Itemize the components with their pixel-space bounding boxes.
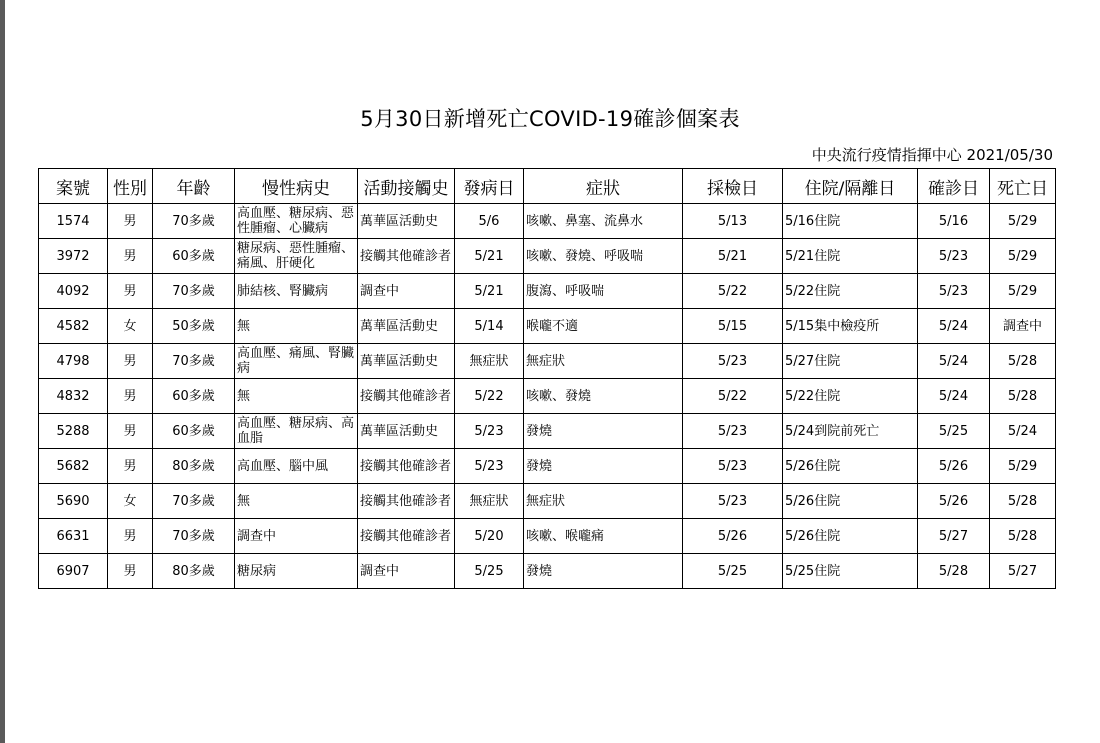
cell-death-date: 5/24 xyxy=(990,414,1056,449)
cell-age: 70多歲 xyxy=(153,484,235,519)
cell-death-date: 5/28 xyxy=(990,519,1056,554)
cell-age: 70多歲 xyxy=(153,274,235,309)
cell-confirmed-date: 5/24 xyxy=(918,379,990,414)
cell-sex: 女 xyxy=(108,484,153,519)
cell-death-date: 5/28 xyxy=(990,484,1056,519)
cell-chronic-history: 無 xyxy=(235,309,358,344)
table-row xyxy=(39,309,1056,344)
cell-symptoms: 咳嗽、發燒、呼吸喘 xyxy=(524,239,683,274)
table-row xyxy=(39,344,1056,379)
cell-onset-date: 5/21 xyxy=(455,239,524,274)
cell-death-date: 5/28 xyxy=(990,379,1056,414)
cell-case-no: 5690 xyxy=(39,484,108,519)
table-row xyxy=(39,484,1056,519)
table-row xyxy=(39,379,1056,414)
cell-hospitalization-date: 5/26住院 xyxy=(783,449,918,484)
cell-activity-contact: 萬華區活動史 xyxy=(358,344,455,379)
cell-age: 80多歲 xyxy=(153,554,235,589)
cell-sampling-date: 5/23 xyxy=(683,449,783,484)
cell-symptoms: 咳嗽、發燒 xyxy=(524,379,683,414)
table-row xyxy=(39,204,1056,239)
cell-sex: 男 xyxy=(108,449,153,484)
header-chronic-history: 慢性病史 xyxy=(235,169,358,204)
cell-confirmed-date: 5/27 xyxy=(918,519,990,554)
cell-symptoms: 發燒 xyxy=(524,414,683,449)
cell-chronic-history: 糖尿病 xyxy=(235,554,358,589)
cell-onset-date: 5/23 xyxy=(455,449,524,484)
cell-onset-date: 5/23 xyxy=(455,414,524,449)
cell-age: 60多歲 xyxy=(153,414,235,449)
cell-confirmed-date: 5/16 xyxy=(918,204,990,239)
cell-chronic-history: 肺結核、腎臟病 xyxy=(235,274,358,309)
cell-symptoms: 無症狀 xyxy=(524,344,683,379)
cell-activity-contact: 萬華區活動史 xyxy=(358,309,455,344)
cell-sampling-date: 5/23 xyxy=(683,344,783,379)
cell-age: 50多歲 xyxy=(153,309,235,344)
cell-sex: 女 xyxy=(108,309,153,344)
cell-symptoms: 腹瀉、呼吸喘 xyxy=(524,274,683,309)
cell-age: 70多歲 xyxy=(153,204,235,239)
header-sampling-date: 採檢日 xyxy=(683,169,783,204)
cell-activity-contact: 接觸其他確診者 xyxy=(358,519,455,554)
cell-chronic-history: 無 xyxy=(235,484,358,519)
cell-age: 60多歲 xyxy=(153,239,235,274)
cell-activity-contact: 接觸其他確診者 xyxy=(358,449,455,484)
cell-sampling-date: 5/21 xyxy=(683,239,783,274)
header-onset-date: 發病日 xyxy=(455,169,524,204)
cell-confirmed-date: 5/23 xyxy=(918,239,990,274)
cell-hospitalization-date: 5/27住院 xyxy=(783,344,918,379)
cell-case-no: 5288 xyxy=(39,414,108,449)
cell-sampling-date: 5/15 xyxy=(683,309,783,344)
cell-confirmed-date: 5/25 xyxy=(918,414,990,449)
table-row xyxy=(39,414,1056,449)
cell-onset-date: 5/6 xyxy=(455,204,524,239)
cell-symptoms: 無症狀 xyxy=(524,484,683,519)
table-row xyxy=(39,239,1056,274)
cell-symptoms: 咳嗽、喉嚨痛 xyxy=(524,519,683,554)
cell-age: 80多歲 xyxy=(153,449,235,484)
cell-activity-contact: 調查中 xyxy=(358,554,455,589)
cell-sex: 男 xyxy=(108,379,153,414)
cell-onset-date: 5/22 xyxy=(455,379,524,414)
cell-chronic-history: 高血壓、痛風、腎臟病 xyxy=(235,344,358,379)
cell-chronic-history: 高血壓、糖尿病、惡性腫瘤、心臟病 xyxy=(235,204,358,239)
cell-sampling-date: 5/22 xyxy=(683,379,783,414)
cell-death-date: 5/29 xyxy=(990,239,1056,274)
cell-symptoms: 發燒 xyxy=(524,449,683,484)
cell-sex: 男 xyxy=(108,204,153,239)
cell-sampling-date: 5/23 xyxy=(683,414,783,449)
cell-case-no: 5682 xyxy=(39,449,108,484)
cell-onset-date: 5/14 xyxy=(455,309,524,344)
table-row xyxy=(39,554,1056,589)
cell-chronic-history: 調查中 xyxy=(235,519,358,554)
cell-sampling-date: 5/13 xyxy=(683,204,783,239)
cell-onset-date: 無症狀 xyxy=(455,344,524,379)
cell-case-no: 4582 xyxy=(39,309,108,344)
cell-sex: 男 xyxy=(108,519,153,554)
cell-hospitalization-date: 5/25住院 xyxy=(783,554,918,589)
cell-confirmed-date: 5/23 xyxy=(918,274,990,309)
table-row xyxy=(39,519,1056,554)
cell-sex: 男 xyxy=(108,554,153,589)
cell-chronic-history: 高血壓、糖尿病、高血脂 xyxy=(235,414,358,449)
cell-hospitalization-date: 5/24到院前死亡 xyxy=(783,414,918,449)
cell-age: 70多歲 xyxy=(153,519,235,554)
cell-case-no: 6907 xyxy=(39,554,108,589)
cell-chronic-history: 無 xyxy=(235,379,358,414)
cell-sampling-date: 5/25 xyxy=(683,554,783,589)
cell-death-date: 5/29 xyxy=(990,204,1056,239)
cell-activity-contact: 接觸其他確診者 xyxy=(358,484,455,519)
cell-activity-contact: 接觸其他確診者 xyxy=(358,239,455,274)
cell-chronic-history: 糖尿病、惡性腫瘤、痛風、肝硬化 xyxy=(235,239,358,274)
cell-death-date: 5/28 xyxy=(990,344,1056,379)
cell-hospitalization-date: 5/16住院 xyxy=(783,204,918,239)
cell-hospitalization-date: 5/21住院 xyxy=(783,239,918,274)
cell-confirmed-date: 5/26 xyxy=(918,484,990,519)
header-symptoms: 症狀 xyxy=(524,169,683,204)
death-cases-table xyxy=(38,168,1056,589)
header-death-date: 死亡日 xyxy=(990,169,1056,204)
cell-death-date: 調查中 xyxy=(990,309,1056,344)
cell-death-date: 5/29 xyxy=(990,274,1056,309)
cell-onset-date: 5/25 xyxy=(455,554,524,589)
cell-onset-date: 5/20 xyxy=(455,519,524,554)
cell-confirmed-date: 5/28 xyxy=(918,554,990,589)
document-title: 5月30日新增死亡COVID-19確診個案表 xyxy=(360,107,740,131)
header-sex: 性別 xyxy=(108,169,153,204)
cell-sex: 男 xyxy=(108,239,153,274)
cell-sex: 男 xyxy=(108,344,153,379)
cell-hospitalization-date: 5/26住院 xyxy=(783,484,918,519)
cell-case-no: 6631 xyxy=(39,519,108,554)
cell-sampling-date: 5/26 xyxy=(683,519,783,554)
cell-sex: 男 xyxy=(108,274,153,309)
cell-death-date: 5/29 xyxy=(990,449,1056,484)
cell-onset-date: 5/21 xyxy=(455,274,524,309)
cell-sex: 男 xyxy=(108,414,153,449)
cell-activity-contact: 萬華區活動史 xyxy=(358,414,455,449)
header-confirmed-date: 確診日 xyxy=(918,169,990,204)
cell-activity-contact: 調查中 xyxy=(358,274,455,309)
header-hospitalization-date: 住院/隔離日 xyxy=(783,169,918,204)
cell-death-date: 5/27 xyxy=(990,554,1056,589)
cell-confirmed-date: 5/24 xyxy=(918,309,990,344)
header-case-no: 案號 xyxy=(39,169,108,204)
cell-confirmed-date: 5/24 xyxy=(918,344,990,379)
cell-sampling-date: 5/23 xyxy=(683,484,783,519)
cell-activity-contact: 萬華區活動史 xyxy=(358,204,455,239)
cell-case-no: 4798 xyxy=(39,344,108,379)
table-row xyxy=(39,274,1056,309)
cell-hospitalization-date: 5/26住院 xyxy=(783,519,918,554)
cell-case-no: 1574 xyxy=(39,204,108,239)
cell-hospitalization-date: 5/15集中檢疫所 xyxy=(783,309,918,344)
cell-symptoms: 喉嚨不適 xyxy=(524,309,683,344)
header-activity-contact: 活動接觸史 xyxy=(358,169,455,204)
cell-activity-contact: 接觸其他確診者 xyxy=(358,379,455,414)
table-row xyxy=(39,449,1056,484)
cell-hospitalization-date: 5/22住院 xyxy=(783,379,918,414)
table-header-row xyxy=(39,169,1056,204)
cell-case-no: 4092 xyxy=(39,274,108,309)
cell-hospitalization-date: 5/22住院 xyxy=(783,274,918,309)
cell-symptoms: 咳嗽、鼻塞、流鼻水 xyxy=(524,204,683,239)
cell-age: 60多歲 xyxy=(153,379,235,414)
cell-case-no: 3972 xyxy=(39,239,108,274)
cell-symptoms: 發燒 xyxy=(524,554,683,589)
document-source-date: 中央流行疫情指揮中心 2021/05/30 xyxy=(811,146,1053,164)
cell-onset-date: 無症狀 xyxy=(455,484,524,519)
cell-age: 70多歲 xyxy=(153,344,235,379)
cell-confirmed-date: 5/26 xyxy=(918,449,990,484)
header-age: 年齡 xyxy=(153,169,235,204)
cell-sampling-date: 5/22 xyxy=(683,274,783,309)
cell-case-no: 4832 xyxy=(39,379,108,414)
cell-chronic-history: 高血壓、腦中風 xyxy=(235,449,358,484)
